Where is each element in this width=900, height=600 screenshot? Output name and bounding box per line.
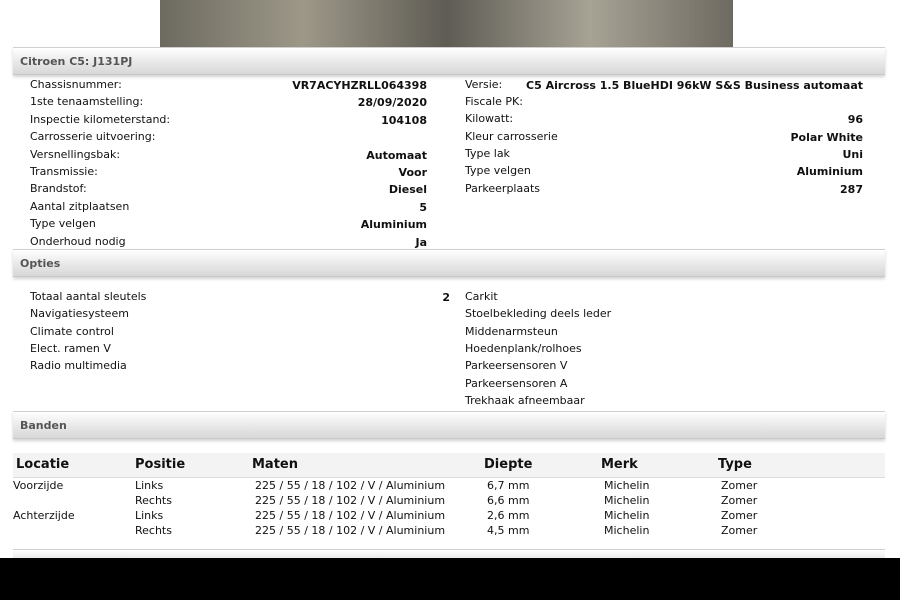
detail-label: Aantal zitplaatsen: [30, 199, 130, 213]
column-header: Merk: [598, 453, 715, 477]
option-item: Climate control: [30, 324, 114, 338]
detail-value: Aluminium: [796, 165, 863, 178]
detail-label: Onderhoud nodig: [30, 234, 126, 248]
detail-label: Type velgen: [465, 164, 531, 177]
table-cell: Michelin: [604, 508, 650, 522]
detail-value: Diesel: [388, 183, 427, 197]
table-cell: Zomer: [721, 493, 758, 507]
vehicle-photo: [160, 0, 733, 47]
column-header: Maten: [249, 453, 481, 477]
table-cell: 225 / 55 / 18 / 102 / V / Aluminium: [255, 493, 446, 507]
detail-value: Ja: [415, 235, 427, 249]
detail-value: Automaat: [366, 148, 427, 162]
table-cell: Zomer: [721, 523, 758, 537]
option-item: Totaal aantal sleutels: [30, 290, 147, 303]
detail-label: 1ste tenaamstelling:: [30, 95, 144, 109]
column-header: Diepte: [481, 453, 598, 477]
detail-value: 5: [419, 200, 427, 214]
tyres-table: [13, 453, 885, 538]
section-header-options: [13, 249, 885, 277]
table-cell: 4,5 mm: [487, 523, 530, 537]
detail-value: 28/09/2020: [357, 96, 427, 110]
option-item: Carkit: [465, 290, 498, 303]
table-cell: Michelin: [604, 478, 650, 492]
table-cell: Achterzijde: [13, 508, 75, 522]
table-cell: 6,7 mm: [487, 478, 530, 492]
detail-label: Chassisnummer:: [30, 78, 122, 91]
section-header-vehicle: [13, 47, 885, 75]
table-cell: 225 / 55 / 18 / 102 / V / Aluminium: [255, 508, 446, 522]
table-cell: Voorzijde: [13, 478, 64, 492]
table-cell: Rechts: [135, 493, 172, 507]
detail-value: Uni: [842, 148, 863, 161]
detail-label: Parkeerplaats: [465, 182, 541, 195]
option-count: 2: [442, 291, 450, 304]
detail-label: Versie:: [465, 78, 503, 91]
section-title: Banden: [20, 419, 67, 432]
option-item: Parkeersensoren A: [465, 376, 568, 390]
section-title: Opties: [20, 257, 61, 270]
table-cell: Rechts: [135, 523, 172, 537]
table-row: [13, 493, 885, 508]
detail-value: 287: [840, 183, 863, 196]
column-header: Positie: [132, 453, 249, 477]
table-cell: 2,6 mm: [487, 508, 530, 522]
table-cell: 6,6 mm: [487, 493, 530, 507]
table-cell: [13, 523, 132, 538]
detail-label: Carrosserie uitvoering:: [30, 130, 156, 144]
option-item: Stoelbekleding deels leder: [465, 307, 612, 321]
table-row: [13, 477, 885, 493]
table-cell: Michelin: [604, 493, 650, 507]
option-item: Hoedenplank/rolhoes: [465, 341, 582, 355]
table-cell: Links: [135, 508, 164, 522]
section-header-tyres: [13, 411, 885, 439]
detail-value: Voor: [398, 166, 427, 179]
option-item: Elect. ramen V: [30, 341, 111, 355]
detail-value: C5 Aircross 1.5 BlueHDI 96kW S&S Business automaat: [526, 79, 863, 92]
detail-label: Kilowatt:: [465, 112, 514, 125]
table-header-row: [13, 453, 885, 477]
table-cell: 225 / 55 / 18 / 102 / V / Aluminium: [255, 478, 446, 492]
detail-value: Polar White: [790, 131, 863, 144]
detail-label: Transmissie:: [30, 165, 98, 178]
detail-label: Versnellingsbak:: [30, 147, 121, 161]
table-row: [13, 523, 885, 538]
table-cell: Zomer: [721, 508, 758, 522]
table-cell: Links: [135, 478, 164, 492]
detail-label: Inspectie kilometerstand:: [30, 112, 171, 126]
detail-label: Type lak: [465, 147, 510, 160]
option-item: Parkeersensoren V: [465, 359, 568, 373]
column-header: Locatie: [13, 453, 132, 477]
option-item: Trekhaak afneembaar: [465, 393, 585, 407]
table-cell: 225 / 55 / 18 / 102 / V / Aluminium: [255, 523, 446, 537]
option-item: Radio multimedia: [30, 359, 127, 373]
detail-label: Type velgen: [30, 217, 96, 231]
section-header-next: [13, 549, 885, 558]
detail-label: Brandstof:: [30, 182, 87, 196]
detail-label: Kleur carrosserie: [465, 130, 558, 143]
detail-value: 96: [847, 113, 863, 126]
detail-label: Fiscale PK:: [465, 95, 523, 108]
column-header: Type: [715, 453, 885, 477]
option-item: Navigatiesysteem: [30, 307, 129, 321]
detail-value: 104108: [381, 113, 427, 127]
detail-value: VR7ACYHZRLL064398: [292, 79, 427, 92]
table-row: [13, 508, 885, 523]
table-cell: Michelin: [604, 523, 650, 537]
table-cell: Zomer: [721, 478, 758, 492]
table-cell: [13, 493, 132, 508]
section-title: Citroen C5: J131PJ: [20, 55, 133, 68]
option-item: Middenarmsteun: [465, 324, 558, 338]
detail-value: Aluminium: [360, 218, 427, 232]
